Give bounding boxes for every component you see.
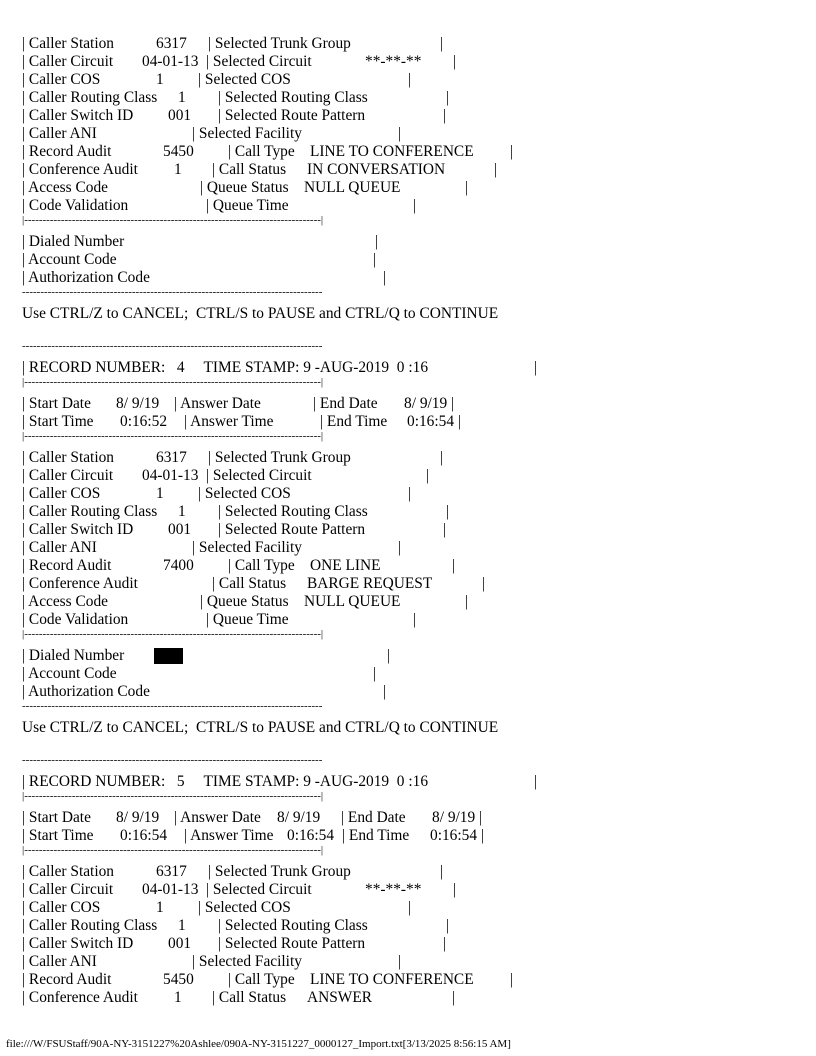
field-label: | Access Code	[22, 179, 109, 196]
field-label: | Conference Audit	[22, 575, 138, 592]
field-value: 6317	[156, 449, 187, 466]
field-label: | Record Audit	[22, 557, 112, 574]
field-label: | Caller Routing Class	[22, 89, 158, 106]
separator-line: ----------------------------------------------------------------------------------	[22, 700, 323, 712]
field-value: 0:16:54 |	[430, 827, 484, 844]
separator-line: |---------------------------------------------------------------------------------|	[22, 790, 324, 802]
field-value: 04-01-13	[142, 881, 199, 898]
field-label: | Selected Circuit	[206, 467, 312, 484]
field-value: 1	[174, 989, 182, 1006]
row-end: |	[413, 197, 417, 214]
field-value: 1	[156, 71, 164, 88]
field-label: | Selected Routing Class	[218, 503, 368, 520]
row-end: |	[408, 71, 412, 88]
row-end: |	[465, 179, 469, 196]
row-end: |	[408, 485, 412, 502]
field-value: ONE LINE	[310, 557, 381, 574]
field-label: | Answer Date	[174, 809, 261, 826]
field-value: 04-01-13	[142, 467, 199, 484]
file-path-footer: file:///W/FSUStaff/90A-NY-3151227%20Ashlee/090A-NY-3151227_0000127_Import.txt[3/13/2025 8:56:15 AM]	[6, 1038, 511, 1050]
field-label: | Answer Date	[174, 395, 261, 412]
field-label: | Selected Route Pattern	[218, 935, 366, 952]
field-label: | Answer Time	[184, 413, 274, 430]
row-end: |	[373, 251, 377, 268]
row-end: |	[383, 683, 387, 700]
field-label: | Record Audit	[22, 143, 112, 160]
field-value: 6317	[156, 35, 187, 52]
field-value: 001	[168, 521, 192, 538]
field-value: LINE TO CONFERENCE	[310, 971, 474, 988]
field-label: | Conference Audit	[22, 161, 138, 178]
row-end: |	[453, 881, 457, 898]
field-label: | Caller ANI	[22, 953, 97, 970]
field-label: | Queue Time	[206, 611, 289, 628]
field-label: | Call Type	[228, 143, 295, 160]
field-label: | Selected Facility	[192, 539, 302, 556]
separator-line: ----------------------------------------------------------------------------------	[22, 340, 323, 352]
field-value: 001	[168, 935, 192, 952]
row-end: |	[494, 161, 498, 178]
separator-line: |---------------------------------------------------------------------------------|	[22, 376, 324, 388]
field-label: | Call Status	[212, 989, 287, 1006]
field-label: | Selected Trunk Group	[208, 35, 351, 52]
field-label: | Caller ANI	[22, 539, 97, 556]
field-value: 04-01-13	[142, 53, 199, 70]
field-label: | Selected Facility	[192, 953, 302, 970]
field-value: BARGE REQUEST	[307, 575, 433, 592]
field-label: | Selected Trunk Group	[208, 449, 351, 466]
row-end: |	[452, 557, 456, 574]
field-value: 1	[178, 89, 186, 106]
row-end: |	[510, 143, 514, 160]
field-label: | Caller COS	[22, 71, 101, 88]
record-header-text: | RECORD NUMBER: 4 TIME STAMP: 9 -AUG-2019 0 :16	[22, 359, 429, 376]
field-label: | Code Validation	[22, 197, 129, 214]
field-label: | Caller Switch ID	[22, 521, 134, 538]
field-label: | Call Type	[228, 971, 295, 988]
field-value: NULL QUEUE	[304, 179, 401, 196]
field-label: | Queue Status	[200, 179, 289, 196]
field-label: | Caller COS	[22, 485, 101, 502]
field-label: | Selected Facility	[192, 125, 302, 142]
field-value: 8/ 9/19 |	[432, 809, 483, 826]
row-end: |	[453, 53, 457, 70]
field-label: | Selected Routing Class	[218, 917, 368, 934]
separator-line: ----------------------------------------------------------------------------------	[22, 286, 323, 298]
field-value: 1	[156, 485, 164, 502]
continue-text: Use CTRL/Z to CANCEL; CTRL/S to PAUSE and CTRL/Q to CONTINUE	[22, 719, 499, 736]
field-value: 0:16:52	[120, 413, 168, 430]
field-value: **-**-**	[365, 881, 422, 898]
field-value: 8/ 9/19	[116, 395, 160, 412]
row-end: |	[452, 989, 456, 1006]
field-value: 0:16:54	[287, 827, 335, 844]
field-label: | Queue Status	[200, 593, 289, 610]
field-value: 0:16:54	[120, 827, 168, 844]
field-value: 1	[156, 899, 164, 916]
field-label: | Account Code	[22, 665, 117, 682]
field-value: 1	[178, 917, 186, 934]
field-label: | Caller Switch ID	[22, 107, 134, 124]
field-label: | Call Type	[228, 557, 295, 574]
field-label: | End Time	[342, 827, 410, 844]
separator-line: |---------------------------------------------------------------------------------|	[22, 430, 324, 442]
field-label: | Selected Circuit	[206, 53, 312, 70]
field-label: | Access Code	[22, 593, 109, 610]
row-end: |	[408, 899, 412, 916]
field-label: | Conference Audit	[22, 989, 138, 1006]
row-end: |	[446, 89, 450, 106]
field-label: | Caller Circuit	[22, 53, 114, 70]
redaction-box	[154, 648, 183, 664]
field-label: | Start Date	[22, 809, 91, 826]
field-value: 0:16:54 |	[407, 413, 461, 430]
field-value: IN CONVERSATION	[307, 161, 446, 178]
field-label: | Call Status	[212, 575, 287, 592]
field-label: | Start Time	[22, 413, 94, 430]
field-value: 001	[168, 107, 192, 124]
row-end: |	[440, 35, 444, 52]
field-label: | Start Date	[22, 395, 91, 412]
field-label: | Selected Route Pattern	[218, 107, 366, 124]
field-label: | Selected Routing Class	[218, 89, 368, 106]
field-label: | End Date	[313, 395, 378, 412]
field-label: | Selected Circuit	[206, 881, 312, 898]
field-label: | Caller Station	[22, 863, 114, 880]
field-label: | Selected Trunk Group	[208, 863, 351, 880]
field-value: ANSWER	[307, 989, 372, 1006]
field-label: | Code Validation	[22, 611, 129, 628]
field-label: | End Date	[341, 809, 406, 826]
field-value: 8/ 9/19 |	[404, 395, 455, 412]
row-end: |	[446, 503, 450, 520]
field-label: | Caller Circuit	[22, 881, 114, 898]
separator-line: ----------------------------------------------------------------------------------	[22, 754, 323, 766]
separator-line: |---------------------------------------------------------------------------------|	[22, 628, 324, 640]
field-value: 1	[174, 161, 182, 178]
field-label: | Selected Route Pattern	[218, 521, 366, 538]
row-end: |	[510, 971, 514, 988]
field-label: | Caller Circuit	[22, 467, 114, 484]
field-value: 5450	[163, 971, 194, 988]
row-end: |	[373, 665, 377, 682]
row-end: |	[482, 575, 486, 592]
row-end: |	[398, 539, 402, 556]
field-label: | Dialed Number	[22, 233, 125, 250]
field-label: | Caller Routing Class	[22, 503, 158, 520]
field-value: NULL QUEUE	[304, 593, 401, 610]
field-label: | Caller ANI	[22, 125, 97, 142]
row-end: |	[534, 359, 538, 376]
row-end: |	[387, 647, 391, 664]
continue-text: Use CTRL/Z to CANCEL; CTRL/S to PAUSE and CTRL/Q to CONTINUE	[22, 305, 499, 322]
field-label: | Record Audit	[22, 971, 112, 988]
field-value: 1	[178, 503, 186, 520]
row-end: |	[383, 269, 387, 286]
row-end: |	[440, 863, 444, 880]
field-label: | Account Code	[22, 251, 117, 268]
field-label: | Selected COS	[198, 485, 291, 502]
separator-line: |---------------------------------------------------------------------------------|	[22, 844, 324, 856]
row-end: |	[446, 917, 450, 934]
row-end: |	[465, 593, 469, 610]
field-value: 5450	[163, 143, 194, 160]
field-label: | Answer Time	[184, 827, 274, 844]
row-end: |	[443, 935, 447, 952]
field-label: | Selected COS	[198, 899, 291, 916]
field-label: | Caller Routing Class	[22, 917, 158, 934]
field-label: | Authorization Code	[22, 269, 150, 286]
row-end: |	[413, 611, 417, 628]
row-end: |	[375, 233, 379, 250]
row-end: |	[443, 521, 447, 538]
field-value: LINE TO CONFERENCE	[310, 143, 474, 160]
field-label: | End Time	[320, 413, 388, 430]
field-value: 7400	[163, 557, 194, 574]
field-value: 8/ 9/19	[277, 809, 321, 826]
separator-line: |---------------------------------------------------------------------------------|	[22, 214, 324, 226]
field-label: | Dialed Number	[22, 647, 125, 664]
field-label: | Caller Station	[22, 35, 114, 52]
field-label: | Authorization Code	[22, 683, 150, 700]
field-label: | Caller Station	[22, 449, 114, 466]
field-label: | Call Status	[212, 161, 287, 178]
field-label: | Queue Time	[206, 197, 289, 214]
field-value: **-**-**	[365, 53, 422, 70]
field-label: | Caller COS	[22, 899, 101, 916]
row-end: |	[426, 467, 430, 484]
row-end: |	[534, 773, 538, 790]
row-end: |	[398, 953, 402, 970]
field-label: | Caller Switch ID	[22, 935, 134, 952]
field-value: 8/ 9/19	[116, 809, 160, 826]
row-end: |	[440, 449, 444, 466]
field-label: | Start Time	[22, 827, 94, 844]
field-label: | Selected COS	[198, 71, 291, 88]
record-header-text: | RECORD NUMBER: 5 TIME STAMP: 9 -AUG-2019 0 :16	[22, 773, 429, 790]
field-value: 6317	[156, 863, 187, 880]
row-end: |	[398, 125, 402, 142]
row-end: |	[443, 107, 447, 124]
